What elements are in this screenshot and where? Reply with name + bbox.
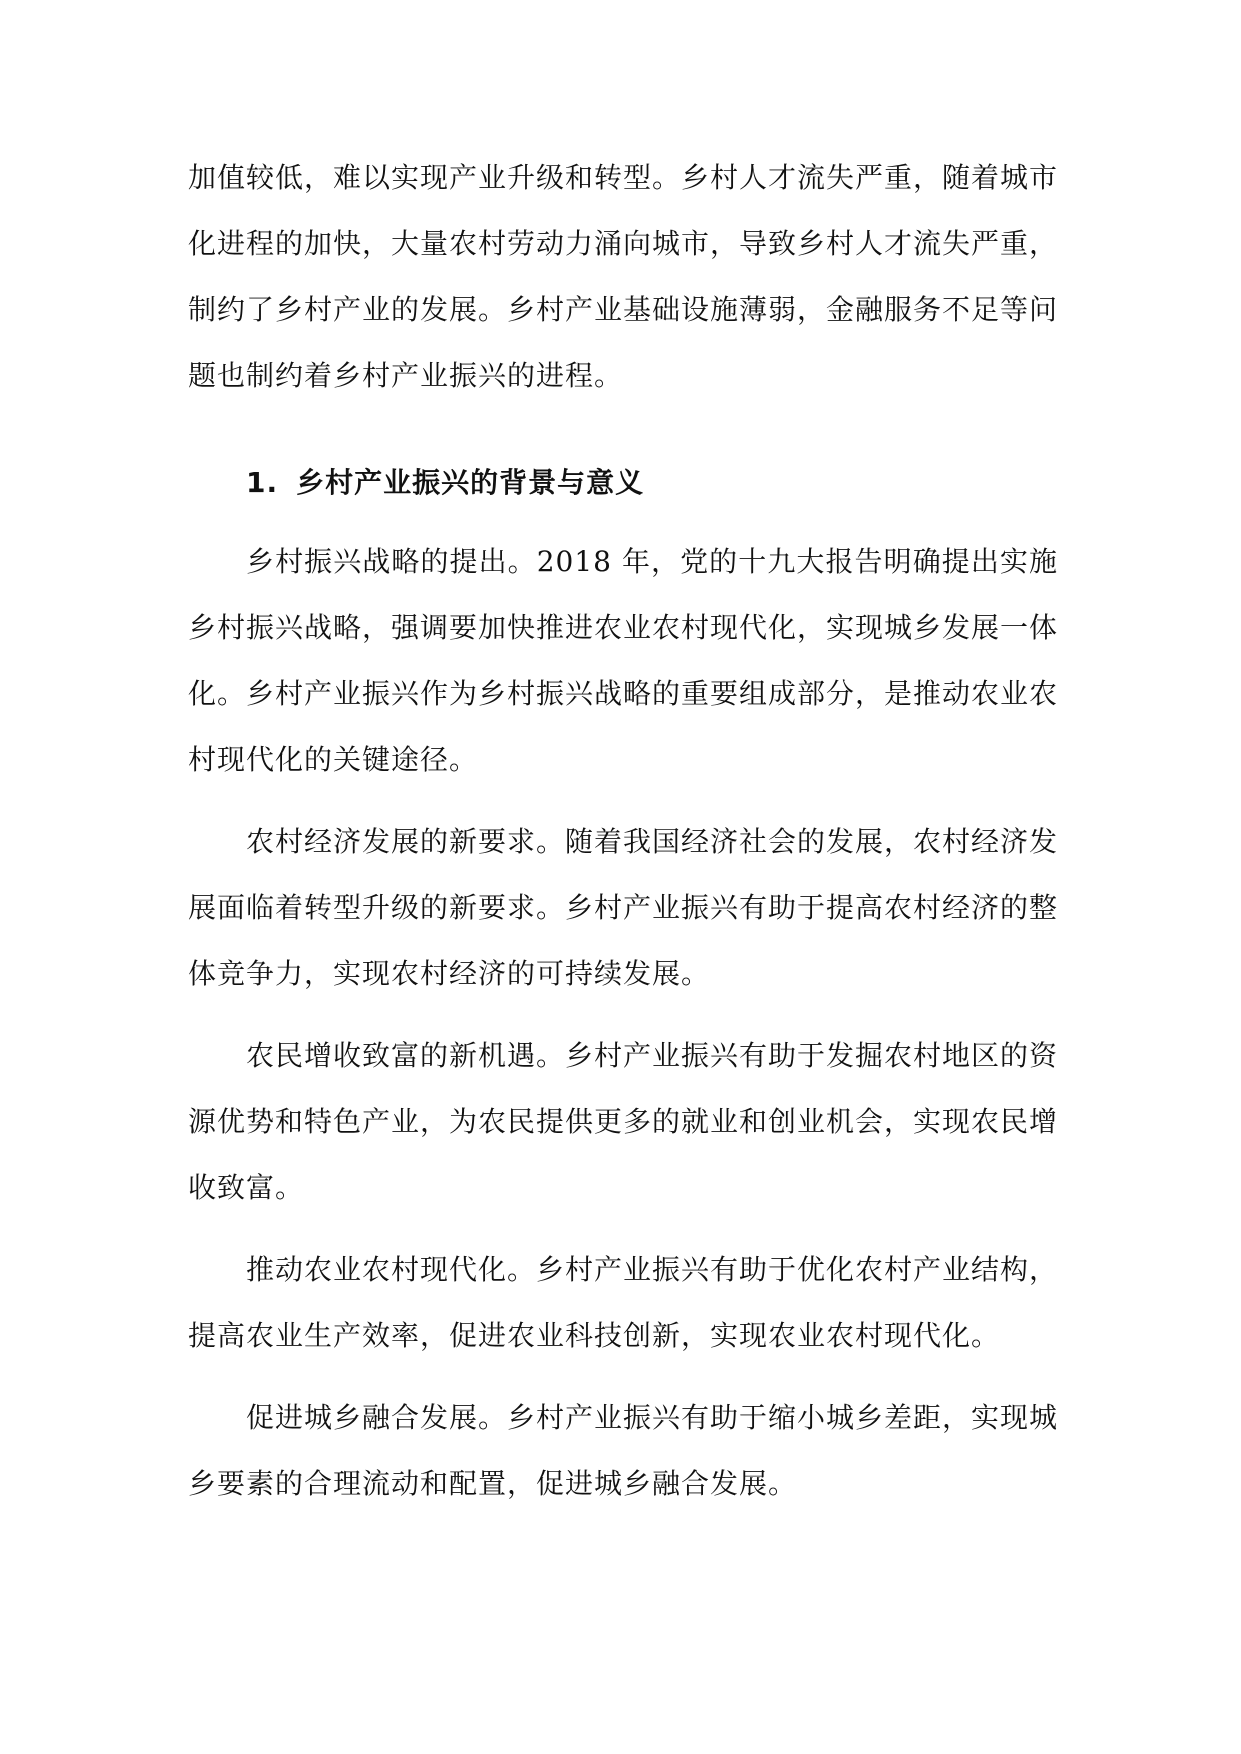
paragraph-strategy: 乡村振兴战略的提出。2018 年，党的十九大报告明确提出实施乡村振兴战略，强调要加快推进农业农村现代化，实现城乡发展一体化。乡村产业振兴作为乡村振兴战略的重要组成部分，是推动农业农村现代化的关键途径。 <box>188 545 1059 776</box>
section-heading <box>188 453 1058 513</box>
paragraph-economy: 农村经济发展的新要求。随着我国经济社会的发展，农村经济发展面临着转型升级的新要求。乡村产业振兴有助于提高农村经济的整体竞争力，实现农村经济的可持续发展。 <box>188 825 1059 990</box>
paragraph-farmers: 农民增收致富的新机遇。乡村产业振兴有助于发掘农村地区的资源优势和特色产业，为农民提供更多的就业和创业机会，实现农民增收致富。 <box>188 1039 1059 1204</box>
paragraph-integration: 促进城乡融合发展。乡村产业振兴有助于缩小城乡差距，实现城乡要素的合理流动和配置，促进城乡融合发展。 <box>188 1401 1059 1500</box>
section-number: 1. <box>246 466 279 499</box>
document-body <box>188 145 1058 1517</box>
intro-paragraph: 加值较低，难以实现产业升级和转型。乡村人才流失严重，随着城市化进程的加快，大量农村劳动力涌向城市，导致乡村人才流失严重，制约了乡村产业的发展。乡村产业基础设施薄弱，金融服务不足等问题也制约着乡村产业振兴的进程。 <box>188 161 1059 392</box>
section-title: 乡村产业振兴的背景与意义 <box>296 466 645 499</box>
paragraph-modernization: 推动农业农村现代化。乡村产业振兴有助于优化农村产业结构，提高农业生产效率，促进农业科技创新，实现农业农村现代化。 <box>188 1253 1059 1352</box>
